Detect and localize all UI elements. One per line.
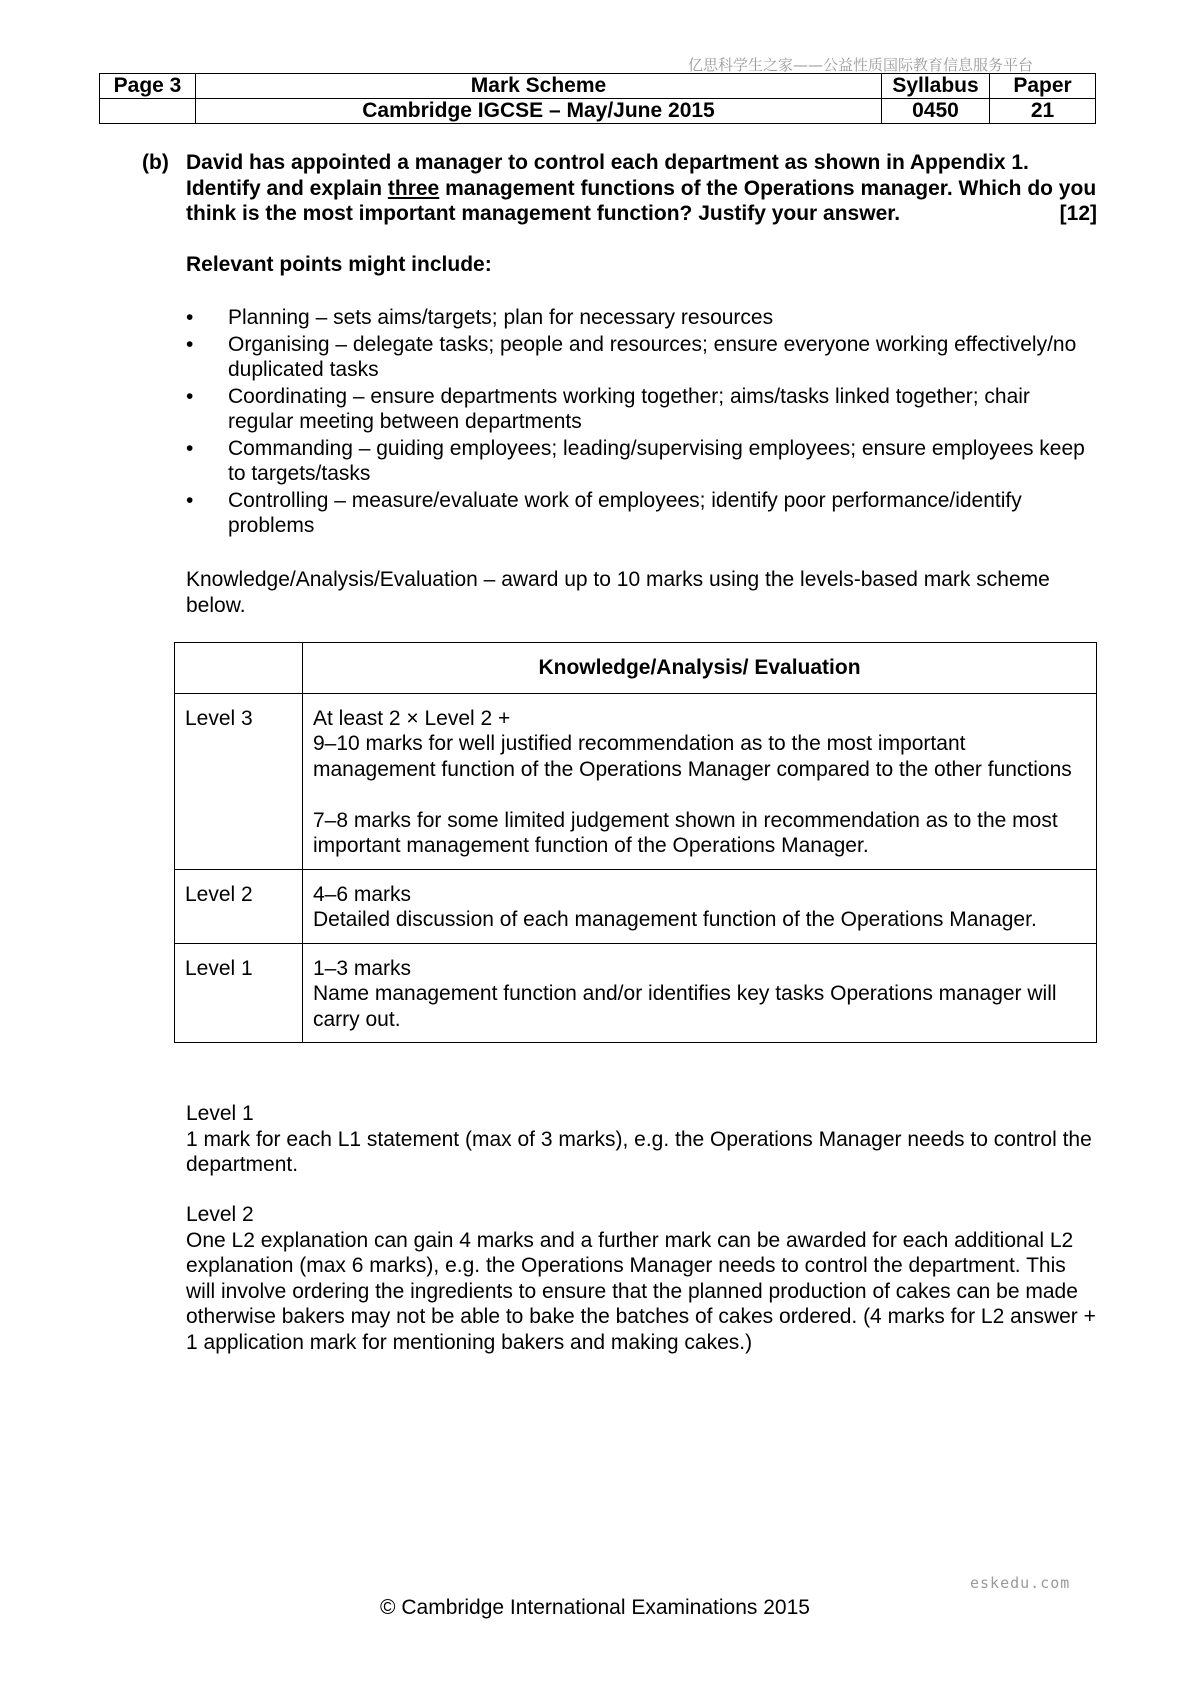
watermark-top: 亿思科学生之家——公益性质国际教育信息服务平台 [688,56,1034,74]
paper-value: 21 [990,99,1096,124]
question-text: David has appointed a manager to control each department as shown in Appendix 1. Identify and explain three management functions of the Operations manager. Which do you think is the most important management function? Justify your answer. [12] [186,151,1097,225]
level-label: Level 3 [175,693,303,869]
watermark-bottom: eskedu.com [970,1574,1071,1592]
paper-label: Paper [990,74,1096,99]
list-item: • Commanding – guiding employees; leading/supervising employees; ensure employees keep to targets/tasks [186,436,1085,485]
header-empty-cell [100,99,196,124]
list-item: • Planning – sets aims/targets; plan for necessary resources [186,306,774,329]
bullet-icon: • [186,436,194,460]
question-block [142,150,1097,227]
levels-table [174,642,1097,1043]
page-number: Page 3 [100,74,196,99]
kae-intro: Knowledge/Analysis/Evaluation – award up to 10 marks using the levels-based mark scheme below. [186,568,1050,617]
list-item: • Controlling – measure/evaluate work of employees; identify poor performance/identify problems [186,488,1022,537]
levels-header: Knowledge/Analysis/ Evaluation [303,643,1097,694]
syllabus-value: 0450 [882,99,990,124]
underlined-word: three [387,176,440,200]
table-row [175,693,1097,869]
level1-heading: Level 1 [186,1102,254,1125]
level-description: 1–3 marks Name management function and/or identifies key tasks Operations manager will carry out. [303,943,1097,1043]
levels-header-empty [175,643,303,694]
level2-text: One L2 explanation can gain 4 marks and a further mark can be awarded for each additional L2 explanation (max 6 marks), e.g. the Operations Manager needs to control the department. This will involve ordering the ingredients to ensure that the planned production of cakes can be made otherwise bakers may not be able to bake the batches of cakes ordered. (4 marks for L2 answer + 1 application mark for mentioning bakers and making cakes.) [186,1228,1096,1354]
bullet-icon: • [186,384,194,408]
level-label: Level 2 [175,869,303,943]
level2-heading: Level 2 [186,1203,254,1226]
question-marks: [12] [1059,202,1097,225]
bullet-icon: • [186,488,194,512]
level-description: 4–6 marks Detailed discussion of each management function of the Operations Manager. [303,869,1097,943]
footer-copyright: © Cambridge International Examinations 2015 [380,1596,810,1619]
document-title: Mark Scheme [196,74,882,99]
level2-note [186,1202,1096,1355]
bullet-icon: • [186,332,194,356]
document-subtitle: Cambridge IGCSE – May/June 2015 [196,99,882,124]
level-label: Level 1 [175,943,303,1043]
list-item: • Organising – delegate tasks; people and resources; ensure everyone working effectively/no duplicated tasks [186,332,1077,381]
syllabus-label: Syllabus [882,74,990,99]
level1-text: 1 mark for each L1 statement (max of 3 marks), e.g. the Operations Manager needs to control the department. [186,1127,1092,1176]
relevant-points-heading: Relevant points might include: [186,253,492,276]
question-label: (b) [142,151,169,174]
table-row [175,869,1097,943]
table-row [175,943,1097,1043]
level1-note [186,1101,1096,1178]
header-table [99,73,1096,124]
points-list [186,305,1096,540]
bullet-icon: • [186,306,194,329]
list-item: • Coordinating – ensure departments working together; aims/tasks linked together; chair regular meeting between departments [186,384,1030,433]
level-description: At least 2 × Level 2 + 9–10 marks for well justified recommendation as to the most important management function of the Operations Manager compared to the other functions 7–8 marks for some limited judgement shown in recommendation as to the most important management function of the Operations Manager. [303,693,1097,869]
